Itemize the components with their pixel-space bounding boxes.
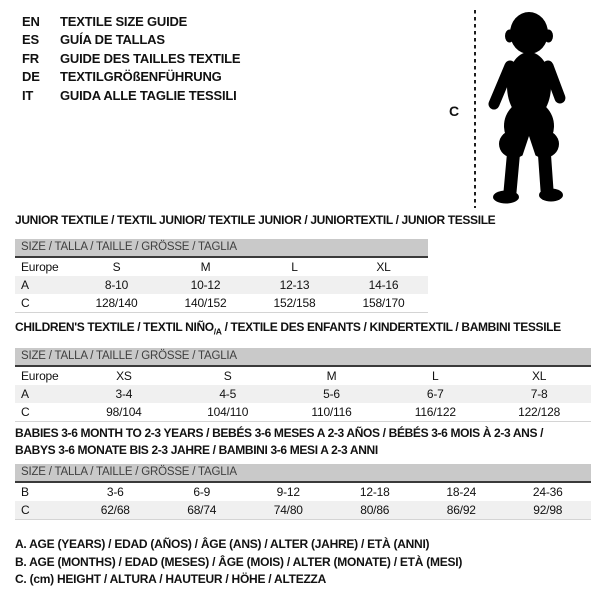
table-row xyxy=(15,483,591,501)
size-cell: S xyxy=(112,260,121,274)
size-cell: 86/92 xyxy=(446,503,476,517)
row-label: C xyxy=(21,503,30,517)
height-dotted-line xyxy=(474,10,476,208)
size-cell: 104/110 xyxy=(207,405,249,419)
size-cell: 3-6 xyxy=(106,485,124,499)
language-title: GUIDE DES TAILLES TEXTILE xyxy=(60,50,241,66)
size-cell: 7-8 xyxy=(530,387,548,401)
language-code: EN xyxy=(22,14,40,29)
table-row xyxy=(15,258,428,276)
size-header-bar: SIZE / TALLA / TAILLE / GRÖSSE / TAGLIA xyxy=(15,464,591,483)
size-cell: XL xyxy=(531,369,547,383)
size-cell: XS xyxy=(116,369,132,383)
children-title-pre: CHILDREN'S TEXTILE / TEXTIL NIÑO xyxy=(15,320,214,334)
language-row xyxy=(22,31,240,49)
babies-size-table xyxy=(15,464,591,520)
table-row xyxy=(15,501,591,520)
language-row xyxy=(22,13,240,31)
row-label: A xyxy=(21,387,29,401)
size-cell: 110/116 xyxy=(311,405,352,419)
junior-table-title: JUNIOR TEXTILE / TEXTIL JUNIOR/ TEXTILE JUNIOR / JUNIORTEXTIL / JUNIOR TESSILE xyxy=(15,213,496,227)
size-cell: 152/158 xyxy=(273,296,316,310)
children-title-post: / TEXTILE DES ENFANTS / KINDERTEXTIL / BAMBINI TESSILE xyxy=(221,320,561,334)
size-cell: M xyxy=(326,369,337,383)
size-cell: L xyxy=(432,369,439,383)
note-age-months: B. AGE (MONTHS) / EDAD (MESES) / ÂGE (MOIS) / ALTER (MONATE) / ETÀ (MESI) xyxy=(15,554,463,569)
size-cell: XL xyxy=(376,260,391,274)
row-label: C xyxy=(21,296,30,310)
size-cell: S xyxy=(223,369,232,383)
size-cell: 122/128 xyxy=(518,405,561,419)
size-cell: 116/122 xyxy=(414,405,456,419)
size-cell: 74/80 xyxy=(273,503,303,517)
size-cell: 98/104 xyxy=(106,405,142,419)
size-cell: 128/140 xyxy=(95,296,138,310)
row-label: Europe xyxy=(21,369,59,383)
children-table-title xyxy=(15,320,561,336)
baby-silhouette xyxy=(483,8,573,208)
children-title-sub: /A xyxy=(213,326,222,337)
size-cell: 6-7 xyxy=(426,387,444,401)
note-age-years: A. AGE (YEARS) / EDAD (AÑOS) / ÂGE (ANS) / ALTER (JAHRE) / ETÀ (ANNI) xyxy=(15,537,430,551)
junior-size-table xyxy=(15,239,428,313)
language-title: GUÍA DE TALLAS xyxy=(60,32,165,48)
measure-notes xyxy=(15,536,462,589)
language-code: ES xyxy=(22,32,39,48)
size-header-bar: SIZE / TALLA / TAILLE / GRÖSSE / TAGLIA xyxy=(15,348,591,367)
children-size-table xyxy=(15,348,591,422)
language-title: TEXTILE SIZE GUIDE xyxy=(60,14,188,29)
size-cell: 10-12 xyxy=(190,278,221,292)
size-cell: 12-18 xyxy=(359,485,390,499)
babies-title-line1: BABIES 3-6 MONTH TO 2-3 YEARS / BEBÉS 3-6 MESES A 2-3 AÑOS / BÉBÉS 3-6 MOIS À 2-3 ANS / xyxy=(15,426,544,440)
size-cell: 80/86 xyxy=(360,503,390,517)
table-row xyxy=(15,385,591,403)
language-code: DE xyxy=(22,69,40,85)
language-title: GUIDA ALLE TAGLIE TESSILI xyxy=(60,87,237,103)
size-cell: L xyxy=(291,260,298,274)
language-code: IT xyxy=(22,87,34,103)
size-cell: 14-16 xyxy=(368,278,399,292)
language-title: TEXTILGRÖßENFÜHRUNG xyxy=(60,69,222,85)
row-label: C xyxy=(21,405,30,419)
size-cell: 12-13 xyxy=(279,278,310,292)
language-row xyxy=(22,68,240,86)
size-cell: M xyxy=(200,260,211,274)
size-cell: 92/98 xyxy=(533,503,563,517)
size-cell: 3-4 xyxy=(115,387,133,401)
size-cell: 5-6 xyxy=(323,387,340,401)
row-label: A xyxy=(21,278,29,292)
table-row xyxy=(15,294,428,313)
size-header-bar: SIZE / TALLA / TAILLE / GRÖSSE / TAGLIA xyxy=(15,239,428,258)
height-measure-label: C xyxy=(449,103,460,119)
babies-table-title xyxy=(15,425,543,459)
size-cell: 68/74 xyxy=(187,503,217,517)
size-cell: 6-9 xyxy=(193,485,211,499)
language-code: FR xyxy=(22,50,39,66)
size-cell: 158/170 xyxy=(362,296,405,310)
babies-title-line2: BABYS 3-6 MONATE BIS 2-3 JAHRE / BAMBINI 3-6 MESI A 2-3 ANNI xyxy=(15,443,378,457)
size-cell: 4-5 xyxy=(219,387,237,401)
size-cell: 9-12 xyxy=(276,485,300,499)
table-row xyxy=(15,403,591,422)
row-label: Europe xyxy=(21,260,59,274)
language-list xyxy=(22,13,240,105)
size-cell: 18-24 xyxy=(446,485,477,499)
table-row xyxy=(15,276,428,294)
table-row xyxy=(15,367,591,385)
language-row xyxy=(22,87,240,105)
size-cell: 140/152 xyxy=(184,296,227,310)
size-cell: 24-36 xyxy=(532,485,563,499)
size-cell: 8-10 xyxy=(104,278,129,292)
language-row xyxy=(22,50,240,68)
row-label: B xyxy=(21,485,29,499)
size-cell: 62/68 xyxy=(100,503,130,517)
note-height-cm: C. (cm) HEIGHT / ALTURA / HAUTEUR / HÖHE / ALTEZZA xyxy=(15,572,327,586)
